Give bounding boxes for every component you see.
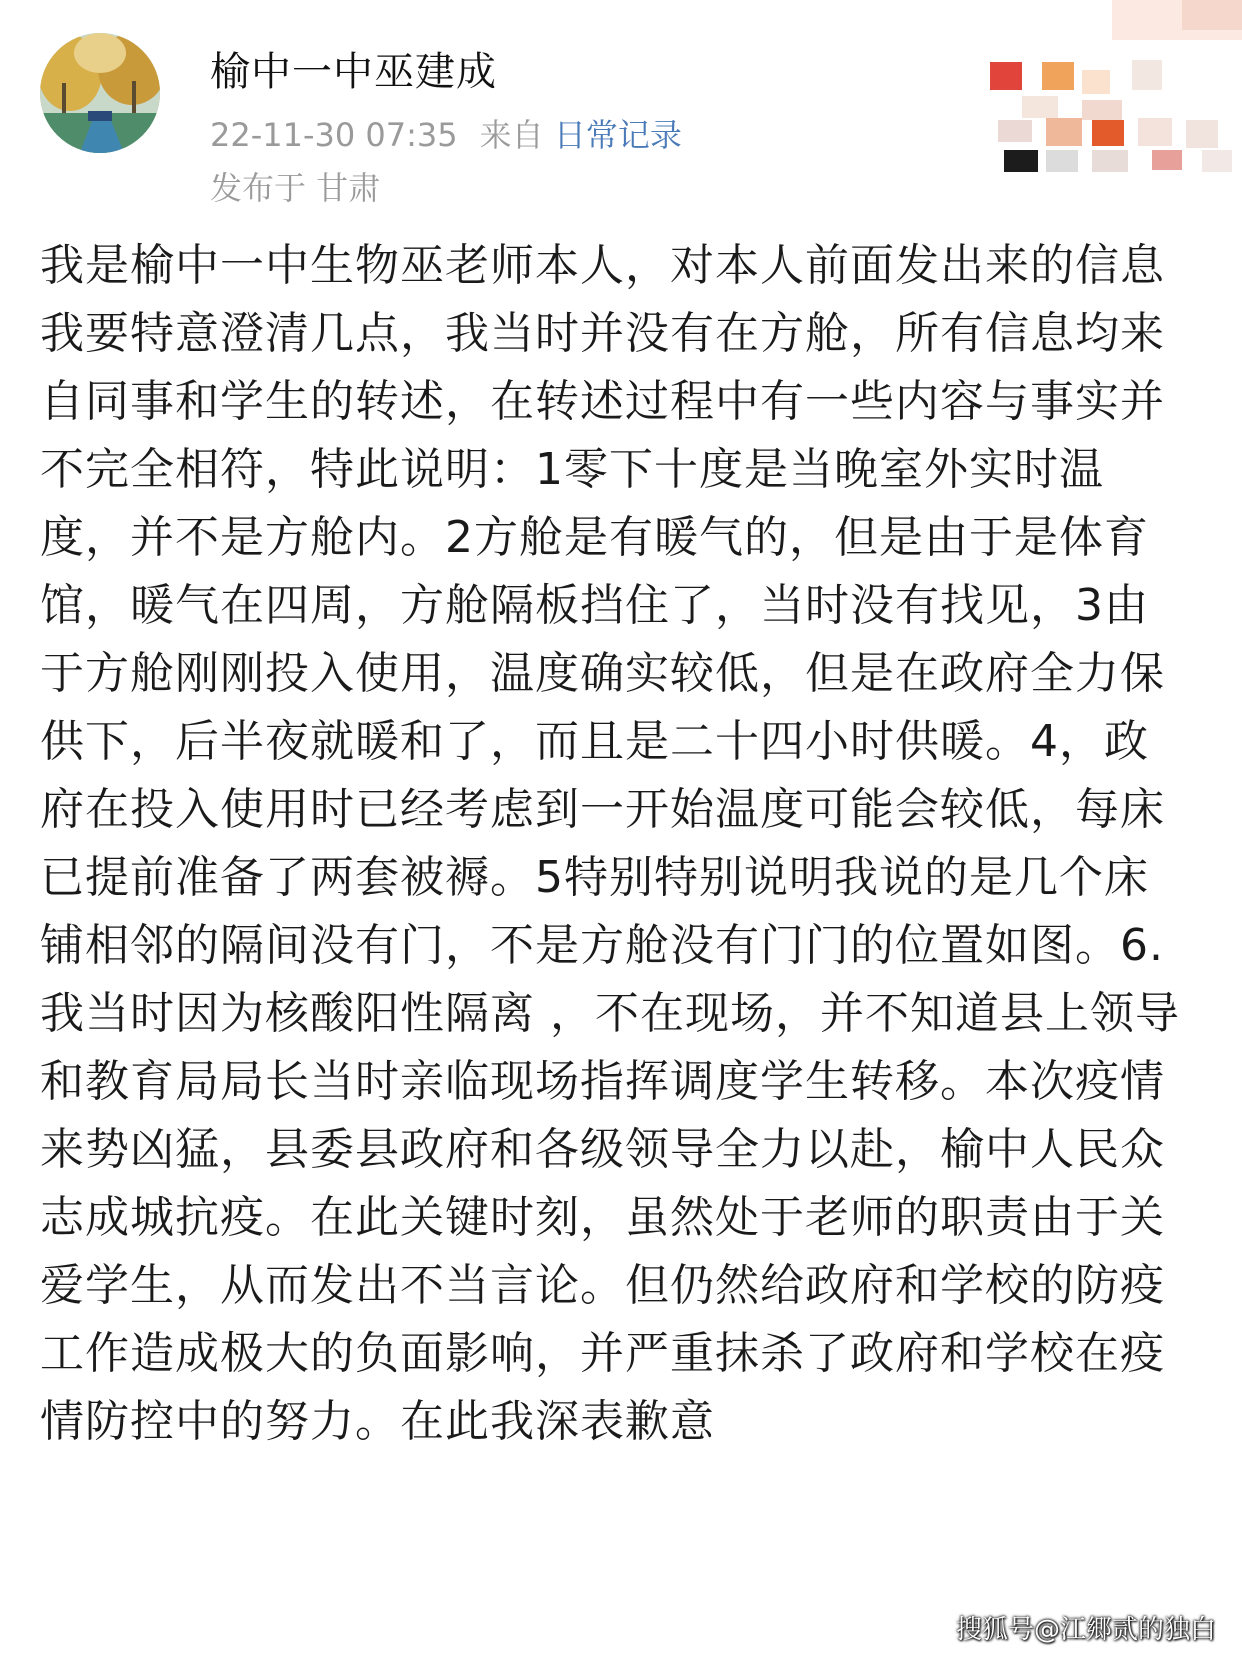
author-name[interactable]: 榆中一中巫建成 [210, 49, 497, 95]
watermark: 搜狐号@江郷贰的独白 [955, 1615, 1216, 1645]
post-timestamp: 22-11-30 07:35 [210, 116, 458, 154]
author-avatar[interactable] [40, 33, 160, 153]
post-body-text: 我是榆中一中生物巫老师本人，对本人前面发出来的信息我要特意澄清几点，我当时并没有在方舱，所有信息均来自同事和学生的转述，在转述过程中有一些内容与事实并不完全相符，特此说明：1零下十度是当晚室外实时温度，并不是方舱内。2方舱是有暖气的，但是由于是体育馆，暖气在四周，方舱隔板挡住了，当时没有找见，3由于方舱刚刚投入使用，温度确实较低，但是在政府全力保供下，后半夜就暖和了，而且是二十四小时供暖。4，政府在投入使用时已经考虑到一开始温度可能会较低，每床已提前准备了两套被褥。5特别特别说明我说的是几个床铺相邻的隔间没有门，不是方舱没有门门的位置如图。6.我当时因为核酸阳性隔离 ，不在现场，并不知道县上领导和教育局局长当时亲临现场指挥调度学生转移。本次疫情来势凶猛，县委县政府和各级领导全力以赴，榆中人民众志成城抗疫。在此关键时刻，虽然处于老师的职责由于关爱学生，从而发出不当言论。但仍然给政府和学校的防疫工作造成极大的负面影响，并严重抹杀了政府和学校在疫情防控中的努力。在此我深表歉意 [40, 240, 1180, 1447]
source-link[interactable]: 日常记录 [553, 116, 682, 154]
post-meta [210, 115, 682, 155]
blurred-decoration [962, 0, 1242, 200]
post-location: 发布于 甘肃 [210, 169, 381, 207]
source-prefix: 来自 [479, 116, 544, 154]
avatar-image [40, 33, 160, 153]
